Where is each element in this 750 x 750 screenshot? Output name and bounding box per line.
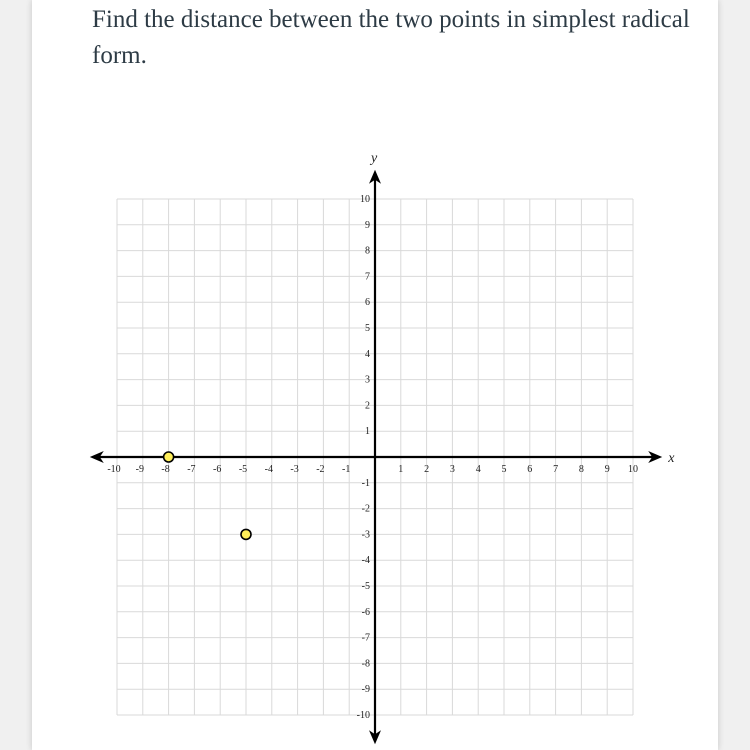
x-tick-label: 4 [475, 464, 481, 475]
x-tick-label: -9 [135, 464, 144, 475]
x-tick-label: -5 [238, 464, 248, 475]
y-tick-label: -4 [361, 555, 370, 567]
point-a[interactable] [164, 452, 174, 462]
x-tick-label: 5 [501, 464, 507, 475]
x-tick-label: -2 [316, 464, 325, 475]
x-tick-label: -6 [213, 464, 222, 475]
x-tick-label: -10 [107, 464, 121, 475]
y-tick-label: -5 [361, 581, 370, 592]
y-tick-label: 7 [365, 271, 370, 283]
y-axis-label: y [371, 150, 378, 166]
x-tick-label: 2 [424, 464, 430, 475]
x-tick-label: 3 [449, 464, 455, 475]
y-tick-label: -3 [361, 529, 370, 541]
y-tick-label: 8 [365, 245, 370, 257]
x-tick-label: -8 [161, 464, 170, 475]
x-tick-label: 7 [553, 464, 559, 475]
x-axis-label: x [668, 451, 675, 466]
axes [90, 170, 662, 744]
x-tick-label: -4 [264, 464, 273, 475]
y-tick-label: 9 [365, 219, 370, 231]
y-tick-label: 10 [360, 194, 370, 205]
x-tick-label: -7 [187, 464, 196, 475]
y-tick-label: -1 [361, 477, 370, 489]
x-tick-label: 10 [628, 464, 638, 475]
tick-labels [107, 151, 675, 721]
y-tick-label: -8 [361, 658, 370, 670]
y-tick-label: 5 [365, 323, 370, 334]
x-tick-label: 6 [527, 464, 533, 475]
y-tick-label: -7 [361, 632, 370, 644]
y-tick-label: 2 [365, 400, 370, 412]
y-tick-label: -10 [356, 710, 370, 721]
y-tick-label: 4 [365, 348, 370, 360]
x-tick-label: 8 [578, 464, 584, 475]
y-tick-label: -2 [361, 503, 370, 515]
x-tick-label: 9 [604, 464, 610, 475]
y-tick-label: -9 [361, 684, 370, 696]
y-tick-label: 3 [365, 374, 370, 386]
question-text: Find the distance between the two points in simplest radical form. [92, 6, 690, 69]
x-tick-label: -3 [290, 464, 299, 475]
x-tick-label: -1 [342, 464, 351, 475]
y-tick-label: -6 [361, 606, 370, 618]
y-tick-label: 1 [365, 426, 370, 438]
point-b[interactable] [241, 529, 251, 539]
y-tick-label: 6 [365, 297, 370, 309]
x-tick-label: 1 [398, 464, 404, 475]
